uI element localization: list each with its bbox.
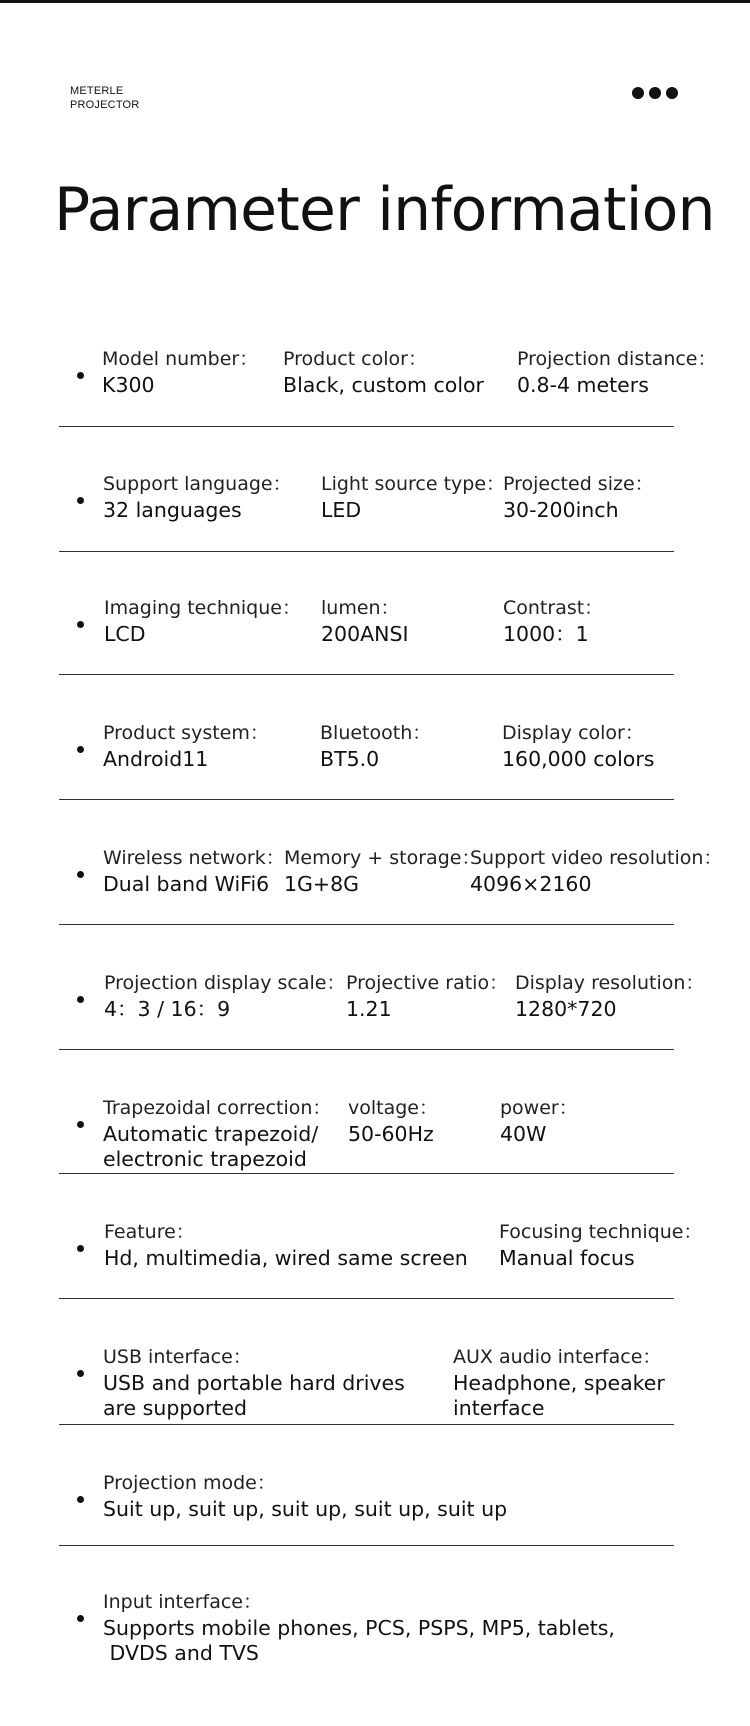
spec-label: Bluetooth： [320,722,432,744]
spec-item [103,1469,507,1522]
page-title: Parameter information [54,175,715,245]
spec-label: Wireless network： [103,847,285,869]
spec-item [103,1588,615,1666]
spec-value: Suit up, suit up, suit up, suit up, suit up [103,1497,508,1521]
dot [666,87,678,99]
bullet-icon [77,1615,84,1622]
spec-item [104,969,345,1022]
spec-label: Support language： [103,473,292,495]
spec-item [503,594,603,647]
spec-item [517,345,717,398]
spec-item [500,1094,578,1147]
spec-label: Projection mode： [103,1472,276,1494]
spec-item [321,470,505,523]
spec-label: voltage： [348,1097,438,1119]
spec-label: Display resolution： [515,972,705,994]
spec-value: Headphone, speaker [453,1371,665,1395]
spec-item [321,594,409,647]
spec-value: 160,000 colors [502,747,655,771]
bullet-icon [77,372,84,379]
spec-value: K300 [102,373,155,397]
bullet-icon [77,996,84,1003]
spec-label: AUX audio interface： [453,1346,662,1368]
spec-label: Product system： [103,722,269,744]
dot [632,87,644,99]
spec-item [283,345,484,398]
bullet-icon [77,1370,84,1377]
bullet-icon [77,621,84,628]
spec-item [470,844,722,897]
spec-label: power： [500,1097,578,1119]
brand-line-2: PROJECTOR [70,99,140,111]
spec-value: 1.21 [346,997,392,1021]
spec-label: Contrast： [503,597,604,619]
spec-label: Trapezoidal correction： [103,1097,332,1119]
top-border [0,0,750,3]
spec-label: Feature： [104,1221,195,1243]
spec-item [503,470,654,523]
spec-value: Hd, multimedia, wired same screen [104,1246,468,1270]
spec-value: interface [453,1396,545,1420]
spec-value: Manual focus [499,1246,635,1270]
bullet-icon [77,1121,84,1128]
spec-value: DVDS and TVS [103,1641,259,1665]
spec-item [453,1343,665,1421]
brand-logo [70,84,139,112]
divider [59,1173,674,1174]
spec-value: 40W [500,1122,547,1146]
dot [649,87,661,99]
spec-value: 50-60Hz [348,1122,434,1146]
spec-value: Dual band WiFi6 [103,872,270,896]
spec-value: USB and portable hard drives [103,1371,405,1395]
spec-value: Supports mobile phones, PCS, PSPS, MP5, tablets, [103,1616,615,1640]
brand-line-1: METERLE [70,85,124,97]
spec-value: LED [321,498,362,522]
spec-value: Android11 [103,747,209,771]
spec-value: 1280*720 [515,997,617,1021]
spec-value: 30-200inch [503,498,619,522]
spec-value: 1G+8G [284,872,360,896]
spec-value: 4096×2160 [470,872,592,896]
spec-label: lumen： [321,597,400,619]
bullet-icon [77,746,84,753]
divider [59,1545,674,1546]
spec-value: 0.8-4 meters [517,373,649,397]
spec-item [102,345,258,398]
more-dots-icon[interactable] [632,87,678,99]
spec-label: Projection distance： [517,348,717,370]
spec-label: Product color： [283,348,427,370]
bullet-icon [77,497,84,504]
spec-item [103,1343,405,1421]
spec-label: Projected size： [503,473,654,495]
spec-item [103,470,292,523]
spec-item [103,719,269,772]
bullet-icon [77,1245,84,1252]
spec-value: 4：3 / 16：9 [104,997,231,1021]
divider [59,924,674,925]
spec-label: Model number： [102,348,259,370]
spec-item [348,1094,438,1147]
divider [59,799,674,800]
spec-label: Support video resolution： [470,847,723,869]
spec-value: LCD [104,622,146,646]
spec-value: are supported [103,1396,248,1420]
spec-label: Display color： [502,722,644,744]
spec-item [499,1218,702,1271]
spec-label: Input interface： [103,1591,262,1613]
divider [59,426,674,427]
spec-value: Black, custom color [283,373,484,397]
spec-value: Automatic trapezoid/ [103,1122,319,1146]
spec-item [103,844,285,897]
spec-item [346,969,508,1022]
spec-label: Projective ratio： [346,972,509,994]
spec-value: 200ANSI [321,622,409,646]
divider [59,551,674,552]
spec-item [320,719,431,772]
spec-value: electronic trapezoid [103,1147,307,1171]
spec-item [515,969,704,1022]
bullet-icon [77,1496,84,1503]
spec-label: Light source type： [321,473,506,495]
spec-label: USB interface： [103,1346,252,1368]
divider [59,1424,674,1425]
spec-item [104,594,301,647]
spec-value: BT5.0 [320,747,380,771]
spec-item [284,844,480,897]
spec-value: 1000：1 [503,622,589,646]
spec-value: 32 languages [103,498,242,522]
spec-label: Imaging technique： [104,597,301,619]
spec-item [104,1218,468,1271]
divider [59,1298,674,1299]
divider [59,674,674,675]
spec-label: Memory + storage： [284,847,481,869]
spec-label: Projection display scale： [104,972,346,994]
spec-label: Focusing technique： [499,1221,703,1243]
bullet-icon [77,871,84,878]
divider [59,1049,674,1050]
spec-item [502,719,654,772]
spec-item [103,1094,331,1172]
